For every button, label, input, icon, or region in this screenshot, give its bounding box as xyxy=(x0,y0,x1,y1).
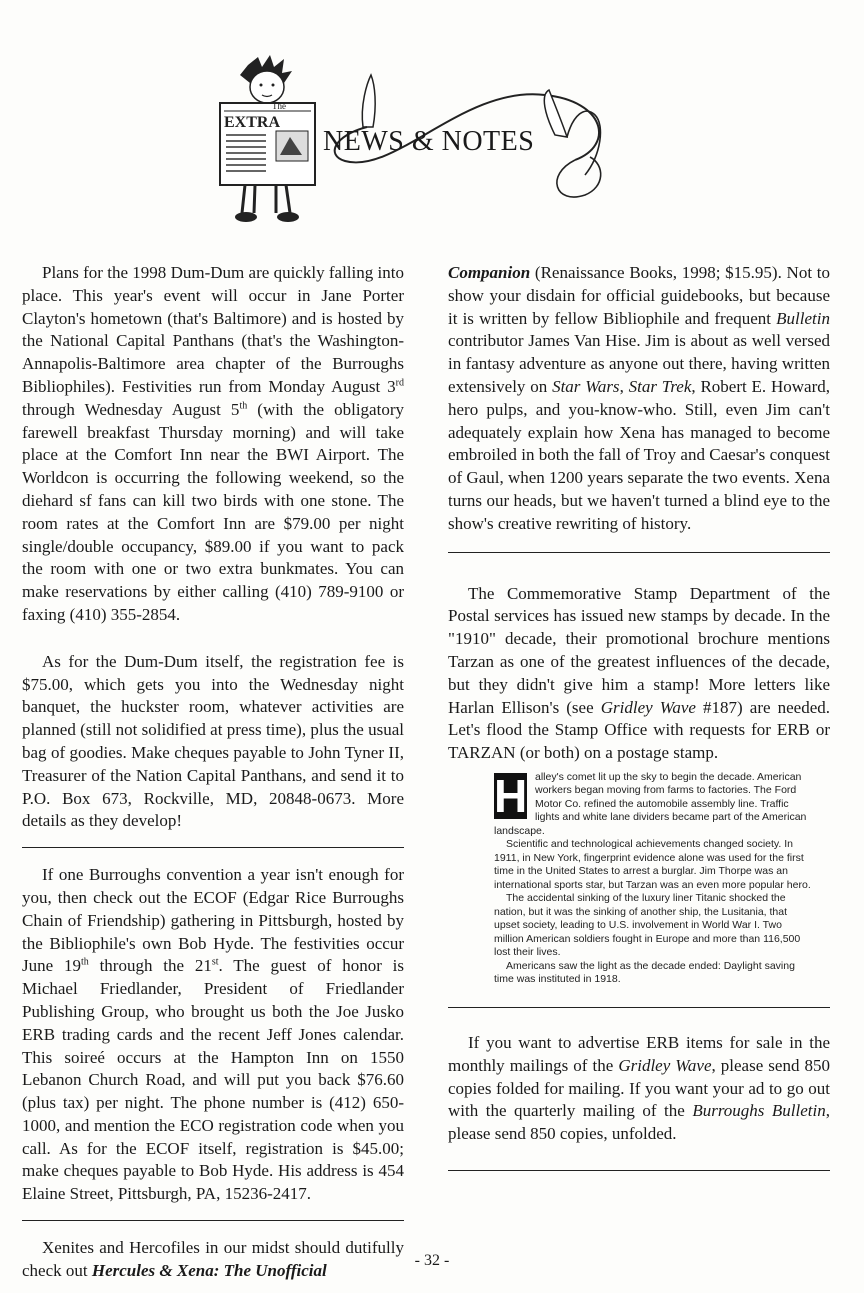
newspaper-headline: EXTRA xyxy=(224,114,281,131)
right-column xyxy=(448,262,830,1187)
section-divider xyxy=(448,1007,830,1008)
section-divider xyxy=(22,1220,404,1221)
brochure-paragraph: Scientific and technological achievements changed society. In 1911, in New York, fingerprint evidence alone was used for the first time in the United States to arrest a burglar. Jim Thorpe was an international sports star, but Tarzan was an even more popular hero. xyxy=(494,838,811,891)
section-divider xyxy=(448,552,830,553)
dum-dum-registration-paragraph: As for the Dum-Dum itself, the registration fee is $75.00, which gets you into the Wednesday night banquet, the huckster room, whatever activities are planned (still not solidified at press time), plus the usual bag of goodies. Make cheques payable to John Tyner II, Treasurer of the Nation Capital Panthans, and send it to P.O. Box 673, Rockville, MD, 20848-0673. More details as they develop! xyxy=(22,651,404,831)
stamp-department-paragraph: The Commemorative Stamp Department of the Postal services has issued new stamps by decade. In the "1910" decade, their promotional brochure mentions Tarzan as one of the greatest influences of the decade, but they didn't give him a stamp! More letters like Harlan Ellison's (see Gridley Wave #187) are needed. Let's flood the Stamp Office with requests for ERB or TARZAN (or both) on a postage stamp. xyxy=(448,583,831,763)
header xyxy=(210,55,630,225)
dum-dum-plans-paragraph: Plans for the 1998 Dum-Dum are quickly falling into place. This year's event will occur in Jane Porter Clayton's hometown (that's Baltimore) and is hosted by the National Capital Panthans (that's the Washington-Annapolis-Baltimore area chapter of the Burroughs Bibliophiles). Festivities run from Monday August 3rd through Wednesday August 5th (with the obligatory farewell breakfast Thursday morning) and will take place at the Comfort Inn near the BWI Airport. The Worldcon is occurring the following weekend, so the diehard sf fans can kill two birds with one stone. The room rates at the Comfort Inn are $79.00 per night single/double occupancy, $89.00 if you want to pack the room with one or two extra bunkmates. You can make reservations by either calling (410) 789-9100 or faxing (410) 355-2854. xyxy=(22,263,404,624)
brochure-paragraph: The accidental sinking of the luxury liner Titanic shocked the nation, but it was the sinking of another ship, the Lusitania, that upset society, leading to U.S. involvement in World War I. Two million American soldiers fought in Europe and more than 116,500 lost their lives. xyxy=(494,892,801,959)
left-column xyxy=(22,262,404,1283)
page-title: NEWS & NOTES xyxy=(323,126,535,157)
xena-book-paragraph: Xenites and Hercofiles in our midst should dutifully check out Hercules & Xena: The Unofficial xyxy=(22,1238,404,1280)
companion-review-paragraph: Companion (Renaissance Books, 1998; $15.95). Not to show your disdain for official guidebooks, but because it is written by fellow Bibliophile and frequent Bulletin contributor James Van Hise. Jim is about as well versed in fantasy adventure as anyone out there, having written extensively on Star Wars, Star Trek, Robert E. Howard, hero pulps, and you-know-who. Still, even Jim can't adequately explain how Xena has managed to become embroiled in both the fall of Troy and Caesar's conquest of Gaul, when 1200 years separate the two events. Xena turns our heads, but we haven't turned a blind eye to the show's creative rewriting of history. xyxy=(448,263,831,533)
newspaper-masthead: The xyxy=(272,101,286,111)
brochure-paragraph: alley's comet lit up the sky to begin the decade. American workers began moving from farms to factories. The Ford Motor Co. refined the automobile assembly line. Traffic lights and white lane dividers became part of the American landscape. xyxy=(494,770,807,837)
section-divider xyxy=(22,847,404,848)
page-number: - 32 - xyxy=(414,1252,450,1269)
stamp-brochure-excerpt xyxy=(494,771,812,987)
advertising-paragraph: If you want to advertise ERB items for sale in the monthly mailings of the Gridley Wave, please send 850 copies folded for mailing. If you want your ad to go out with the quarterly mailing of the Burroughs Bulletin, please send 850 copies, unfolded. xyxy=(448,1032,831,1144)
drop-cap: H xyxy=(494,769,528,822)
section-divider xyxy=(448,1170,830,1171)
ecof-paragraph: If one Burroughs convention a year isn't enough for you, then check out the ECOF (Edgar Rice Burroughs Chain of Friendship) gathering in Pittsburgh, hosted by the Bibliophile's own Bob Hyde. The festivities occur June 19th through the 21st. The guest of honor is Michael Friedlander, President of Friedlander Publishing Group, who brought us both the Joe Jusko ERB trading cards and the recent Jeff Jones calendar. This soireé occurs at the Hampton Inn on 1550 Lebanon Church Road, and will put you back $76.60 (plus tax) per night. The phone number is (412) 650-1000, and mention the ECO registration code when you call. As for the ECOF itself, registration is $45.00; make cheques payable to Bob Hyde. His address is 454 Elaine Street, Pittsburgh, PA, 15236-2417. xyxy=(22,865,405,1204)
brochure-paragraph: Americans saw the light as the decade ended: Daylight saving time was instituted in 1918. xyxy=(494,959,795,986)
